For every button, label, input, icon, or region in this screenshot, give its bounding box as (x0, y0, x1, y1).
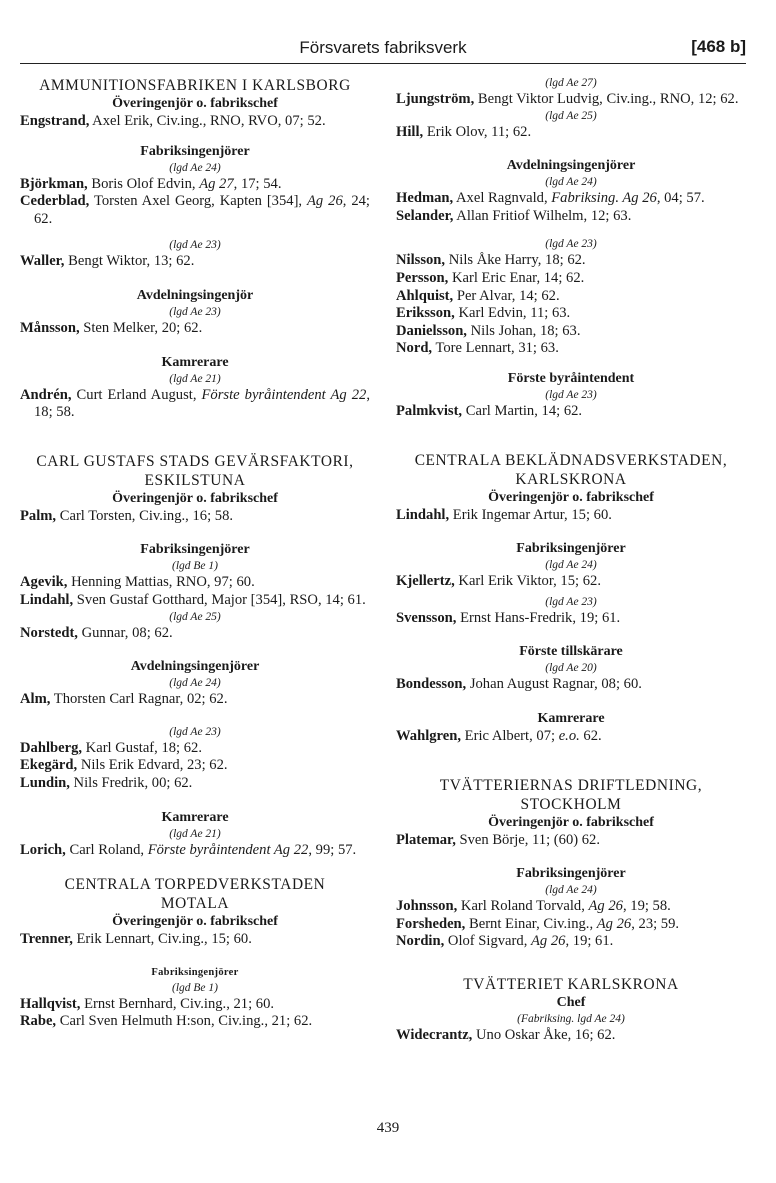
section-title: ESKILSTUNA (144, 471, 246, 489)
person-entry: Bondesson, Johan August Ragnar, 08; 60. (396, 676, 642, 693)
person-entry: Lindahl, Erik Ingemar Artur, 15; 60. (396, 506, 612, 523)
role-heading: Avdelningsingenjörer (130, 659, 260, 675)
salary-grade: (lgd Ae 23) (169, 725, 221, 738)
person-entry: Trenner, Erik Lennart, Civ.ing., 15; 60. (20, 931, 252, 948)
section-reference: [468 b] (691, 37, 746, 56)
role-heading: Förste byråintendent (507, 370, 635, 386)
role-heading: Fabriksingenjörer (151, 966, 239, 978)
person-entry: Ahlquist, Per Alvar, 14; 62. (396, 287, 560, 304)
salary-grade: (lgd Ae 25) (545, 109, 597, 122)
section-title: TVÄTTERIET KARLSKRONA (463, 975, 679, 993)
person-entry: Cederblad, Torsten Axel Georg, Kapten [354], Ag 26, 24; 62. (20, 193, 370, 227)
section-title: CENTRALA TORPEDVERKSTADEN (64, 876, 326, 894)
person-entry: Alm, Thorsten Carl Ragnar, 02; 62. (20, 691, 228, 708)
role-heading: Kamrerare (161, 354, 229, 370)
role-heading: Avdelningsingenjör (136, 287, 254, 303)
salary-grade: (lgd Ae 21) (169, 372, 221, 385)
section-title: CARL GUSTAFS STADS GEVÄRSFAKTORI, (36, 452, 354, 470)
role-heading: Avdelningsingenjörer (506, 158, 636, 174)
role-heading: Överingenjör o. fabrikschef (112, 914, 278, 930)
person-entry: Agevik, Henning Mattias, RNO, 97; 60. (20, 574, 255, 591)
salary-grade: (lgd Ae 23) (545, 388, 597, 401)
salary-grade: (lgd Be 1) (172, 981, 218, 994)
person-entry: Nilsson, Nils Åke Harry, 18; 62. (396, 252, 586, 269)
role-heading: Kamrerare (161, 809, 229, 825)
salary-grade: (lgd Ae 24) (169, 677, 221, 690)
person-entry: Platemar, Sven Börje, 11; (60) 62. (396, 831, 601, 848)
person-entry: Forsheden, Bernt Einar, Civ.ing., Ag 26, 23; 59. (396, 915, 680, 932)
person-entry: Engstrand, Axel Erik, Civ.ing., RNO, RVO, 07; 52. (20, 113, 326, 129)
section-title: STOCKHOLM (520, 795, 622, 813)
person-entry: Danielsson, Nils Johan, 18; 63. (396, 322, 581, 339)
role-heading: Överingenjör o. fabrikschef (488, 814, 654, 830)
salary-grade: (lgd Ae 23) (545, 595, 597, 608)
role-heading: Fabriksingenjörer (140, 143, 250, 159)
salary-grade: (Fabriksing. lgd Ae 24) (517, 1012, 625, 1025)
role-heading: Fabriksingenjörer (516, 541, 626, 557)
person-entry: Svensson, Ernst Hans-Fredrik, 19; 61. (396, 609, 621, 626)
person-entry: Palmkvist, Carl Martin, 14; 62. (396, 402, 583, 419)
section-title: CENTRALA BEKLÄDNADSVERKSTADEN, (414, 451, 728, 469)
section-title: MOTALA (160, 895, 230, 913)
person-entry: Persson, Karl Eric Enar, 14; 62. (396, 269, 585, 286)
person-entry: Waller, Bengt Wiktor, 13; 62. (20, 253, 195, 270)
role-heading: Överingenjör o. fabrikschef (112, 96, 278, 111)
person-entry: Widecrantz, Uno Oskar Åke, 16; 62. (396, 1026, 616, 1043)
person-entry: Dahlberg, Karl Gustaf, 18; 62. (20, 739, 203, 756)
person-entry: Ekegärd, Nils Erik Edvard, 23; 62. (20, 757, 228, 774)
person-entry: Björkman, Boris Olof Edvin, Ag 27, 17; 54. (20, 175, 282, 192)
person-entry: Palm, Carl Torsten, Civ.ing., 16; 58. (20, 507, 234, 524)
section-title: AMMUNITIONSFABRIKEN I KARLSBORG (39, 77, 351, 94)
person-entry: Ljungström, Bengt Viktor Ludvig, Civ.ing., RNO, 12; 62. (396, 91, 739, 107)
person-entry: Wahlgren, Eric Albert, 07; e.o. 62. (396, 727, 602, 744)
person-entry: Månsson, Sten Melker, 20; 62. (20, 319, 203, 336)
role-heading: Fabriksingenjörer (140, 542, 250, 558)
person-entry: Lorich, Carl Roland, Förste byråintendent Ag 22, 99; 57. (20, 841, 357, 858)
role-heading: Förste tillskärare (519, 644, 623, 660)
left-column (20, 76, 370, 1031)
section-title: KARLSKRONA (515, 470, 627, 488)
salary-grade: (lgd Be 1) (172, 560, 218, 573)
salary-grade: (lgd Ae 25) (169, 610, 221, 623)
person-entry: Nord, Tore Lennart, 31; 63. (396, 340, 559, 357)
person-entry: Lundin, Nils Fredrik, 00; 62. (20, 774, 193, 791)
person-entry: Hedman, Axel Ragnvald, Fabriksing. Ag 26, 04; 57. (396, 190, 705, 207)
right-column (396, 76, 746, 1044)
salary-grade: (lgd Ae 24) (545, 176, 597, 189)
person-entry: Lindahl, Sven Gustaf Gotthard, Major [354], RSO, 14; 61. (20, 591, 366, 608)
role-heading: Kamrerare (537, 710, 605, 726)
salary-grade: (lgd Ae 23) (169, 239, 221, 252)
person-entry: Norstedt, Gunnar, 08; 62. (20, 624, 173, 641)
role-heading: Fabriksingenjörer (516, 866, 626, 882)
person-entry: Hallqvist, Ernst Bernhard, Civ.ing., 21; 60. (20, 995, 275, 1012)
role-heading: Chef (556, 994, 586, 1010)
section-title: TVÄTTERIERNAS DRIFTLEDNING, (439, 776, 703, 794)
salary-grade: (lgd Ae 24) (545, 559, 597, 572)
page-number: 439 (376, 1120, 400, 1136)
role-heading: Överingenjör o. fabrikschef (112, 490, 278, 506)
salary-grade: (lgd Ae 27) (545, 77, 597, 89)
person-entry: Rabe, Carl Sven Helmuth H:son, Civ.ing., 21; 62. (20, 1013, 313, 1030)
page-header (20, 38, 746, 64)
person-entry: Hill, Erik Olov, 11; 62. (396, 123, 532, 140)
salary-grade: (lgd Ae 20) (545, 662, 597, 675)
person-entry: Johnsson, Karl Roland Torvald, Ag 26, 19; 58. (396, 898, 671, 915)
person-entry: Kjellertz, Karl Erik Viktor, 15; 62. (396, 573, 601, 590)
salary-grade: (lgd Ae 23) (169, 305, 221, 318)
person-entry: Selander, Allan Fritiof Wilhelm, 12; 63. (396, 207, 632, 224)
salary-grade: (lgd Ae 23) (545, 238, 597, 251)
salary-grade: (lgd Ae 21) (169, 827, 221, 840)
salary-grade: (lgd Ae 24) (545, 884, 597, 897)
running-title: Försvarets fabriksverk (299, 38, 467, 57)
role-heading: Överingenjör o. fabrikschef (488, 489, 654, 505)
person-entry: Andrén, Curt Erland August, Förste byråintendent Ag 22, 18; 58. (20, 386, 370, 421)
person-entry: Eriksson, Karl Edvin, 11; 63. (396, 305, 571, 322)
person-entry: Nordin, Olof Sigvard, Ag 26, 19; 61. (396, 933, 614, 950)
salary-grade: (lgd Ae 24) (169, 161, 221, 174)
